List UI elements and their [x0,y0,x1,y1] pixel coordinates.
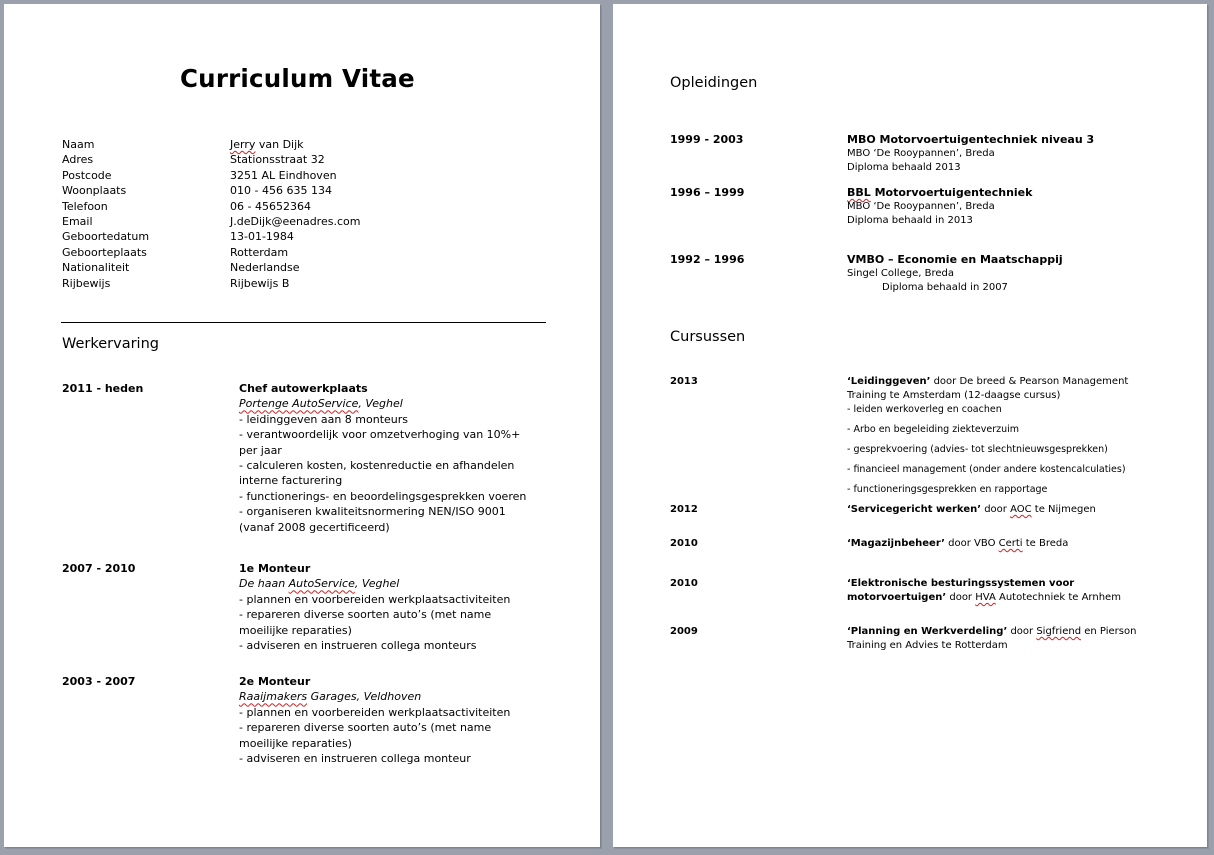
value-adres: Stationsstraat 32 [230,153,325,167]
course-bullet: - financieel management (onder andere kostencalculaties) [847,464,1126,475]
job-details [239,381,526,535]
value-geboortedatum: 13-01-1984 [230,230,294,244]
course-details [847,577,1121,605]
job-details [239,561,510,653]
course-details [847,625,1136,653]
education-school: Singel College, Breda [847,268,954,280]
job-period: 2011 - heden [62,382,144,395]
job-line: moeilijke reparaties) [239,623,352,637]
section-heading-cursussen: Cursussen [670,329,746,345]
value-woonplaats: 010 - 456 635 134 [230,184,332,198]
education-period: 1999 - 2003 [670,133,744,146]
job-line: - adviseren en instrueren collega monteur [239,752,471,766]
label-naam: Naam [62,138,95,151]
job-title: 1e Monteur [239,562,311,575]
label-geboorteplaats: Geboorteplaats [62,245,147,259]
job-line: - adviseren en instrueren collega monteurs [239,639,477,653]
course-details: ‘Magazijnbeheer’ door VBO Certi te Breda [847,538,1069,549]
course-bullet: - gesprekvoering (advies- tot slechtnieuwsgesprekken) [847,444,1108,455]
job-company: Portenge AutoService, Veghel [239,397,403,411]
job-line: - organiseren kwaliteitsnormering NEN/ISO 9001 [239,505,506,519]
document-page-1 [4,4,600,847]
job-line: - functionerings- en beoordelingsgesprekken voeren [239,489,527,503]
education-school: MBO ‘De Rooypannen’, Breda [847,201,995,213]
personal-values [230,137,360,291]
job-line: - repareren diverse soorten auto’s (met name [239,721,492,735]
personal-labels [62,137,149,291]
course-line: Training te Amsterdam (12-daagse cursus) [847,390,1061,401]
education-title: MBO Motorvoertuigentechniek niveau 3 [847,133,1095,146]
course-details [847,375,1128,500]
education-period: 1992 – 1996 [670,253,745,266]
value-nationaliteit: Nederlandse [230,261,300,275]
education-title: BBL Motorvoertuigentechniek [847,186,1033,199]
job-line: (vanaf 2008 gecertificeerd) [239,520,390,534]
value-rijbewijs: Rijbewijs B [230,276,290,290]
course-year: 2010 [670,578,698,589]
section-heading-werkervaring: Werkervaring [62,336,159,352]
course-year: 2012 [670,504,698,515]
education-diploma: Diploma behaald 2013 [847,162,961,174]
job-line: - repareren diverse soorten auto’s (met name [239,608,492,622]
job-line: - verantwoordelijk voor omzetverhoging van 10%+ [239,428,521,442]
education-details [847,185,1032,228]
job-line: moeilijke reparaties) [239,736,352,750]
job-details [239,674,510,766]
course-year: 2013 [670,376,698,387]
job-company: De haan AutoService, Veghel [239,577,400,591]
course-bullet: - leiden werkoverleg en coachen [847,404,1002,415]
label-geboortedatum: Geboortedatum [62,230,150,244]
value-email: J.deDijk@eenadres.com [230,215,361,229]
job-period: 2003 - 2007 [62,675,136,688]
label-nationaliteit: Nationaliteit [62,261,130,275]
course-name-line: ‘Leidinggeven’ door De breed & Pearson Management [847,376,1129,387]
course-name-line: ‘Planning en Werkverdeling’ door Sigfriend en Pierson [847,626,1137,637]
job-title: Chef autowerkplaats [239,382,368,395]
education-details [847,132,1094,175]
education-diploma: Diploma behaald in 2007 [882,282,1008,294]
label-email: Email [62,215,93,229]
education-diploma: Diploma behaald in 2013 [847,215,973,227]
job-line: - calculeren kosten, kostenreductie en afhandelen [239,459,515,473]
course-bullets [847,400,1128,500]
course-details: ‘Servicegericht werken’ door AOC te Nijmegen [847,504,1096,515]
job-line: interne facturering [239,474,343,488]
section-heading-opleidingen: Opleidingen [670,75,758,91]
job-line: - plannen en voorbereiden werkplaatsactiviteiten [239,592,511,606]
education-details [847,252,1063,295]
document-title: Curriculum Vitae [180,64,415,93]
label-postcode: Postcode [62,168,112,182]
course-year: 2009 [670,626,698,637]
course-line: Training en Advies te Rotterdam [847,640,1008,651]
value-geboorteplaats: Rotterdam [230,245,289,259]
education-period: 1996 – 1999 [670,186,745,199]
label-telefoon: Telefoon [62,199,108,213]
course-year: 2010 [670,538,698,549]
course-name-line: ‘Elektronische besturingssystemen voor [847,578,1075,589]
education-title: VMBO – Economie en Maatschappij [847,253,1063,266]
horizontal-rule [61,322,546,323]
course-line: motorvoertuigen’ door HVA Autotechniek te Arnhem [847,592,1121,603]
value-naam: Jerry van Dijk [230,138,304,151]
job-title: 2e Monteur [239,675,311,688]
value-telefoon: 06 - 45652364 [230,199,311,213]
job-period: 2007 - 2010 [62,562,136,575]
label-woonplaats: Woonplaats [62,184,127,198]
label-rijbewijs: Rijbewijs [62,276,111,290]
job-line: per jaar [239,443,282,457]
job-line: - leidinggeven aan 8 monteurs [239,412,409,426]
job-company: Raaijmakers Garages, Veldhoven [239,690,422,704]
job-line: - plannen en voorbereiden werkplaatsactiviteiten [239,705,511,719]
document-page-2 [613,4,1207,847]
label-adres: Adres [62,153,94,167]
course-bullet: - Arbo en begeleiding ziekteverzuim [847,424,1020,435]
course-bullet: - functioneringsgesprekken en rapportage [847,484,1048,495]
value-postcode: 3251 AL Eindhoven [230,168,337,182]
education-school: MBO ‘De Rooypannen’, Breda [847,148,995,160]
